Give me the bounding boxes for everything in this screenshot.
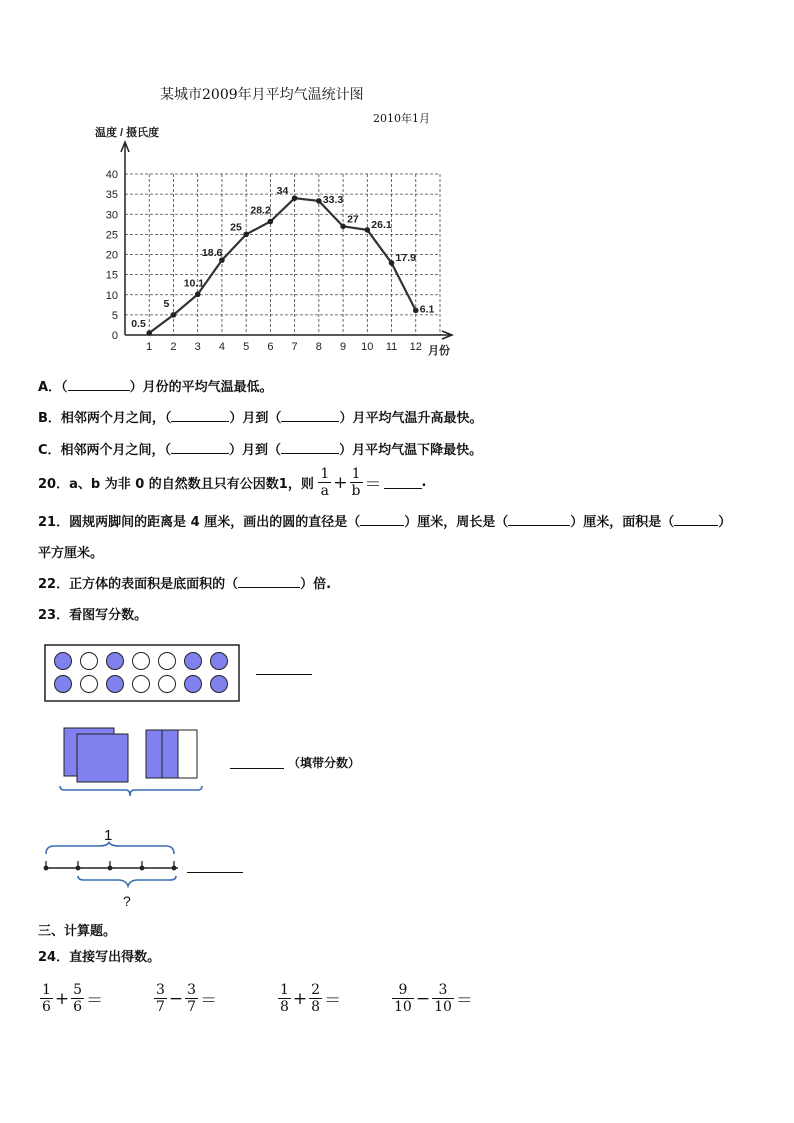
mixed-number-note: （填带分数） — [288, 756, 361, 770]
empty-circle — [159, 676, 176, 693]
question-a-text-end: ）月份的平均气温最低。 — [129, 380, 273, 395]
answer-blank[interactable] — [508, 513, 570, 526]
answer-blank[interactable] — [674, 513, 718, 526]
answer-line-number-line[interactable] — [187, 872, 243, 873]
data-label: 5 — [163, 297, 170, 310]
calc-expression — [392, 982, 475, 1015]
denominator: 8 — [280, 999, 289, 1015]
question-b — [38, 407, 482, 426]
numerator: 5 — [73, 982, 83, 998]
data-point — [243, 232, 249, 238]
equals-sign: ＝ — [324, 991, 342, 1011]
y-tick-label: 35 — [105, 189, 118, 202]
number-line-question-mark: ? — [123, 893, 131, 909]
data-label: 17.9 — [395, 251, 416, 264]
question-21: 21．圆规两脚间的距离是 4 厘米，画出的圆的直径是（ ）厘米，周长是（ ）厘米，面积是（ ） — [38, 515, 732, 530]
x-tick-label: 12 — [409, 341, 422, 353]
chart-title: 某城市2009年月平均气温统计图 — [160, 87, 364, 103]
question-c-text-end: ）月平均气温下降最快。 — [339, 443, 483, 458]
question-20-text: 20．a、b 为非 0 的自然数且只有公因数1，则 — [38, 477, 314, 492]
fraction — [309, 982, 322, 1015]
mixed-fraction-squares — [56, 724, 206, 800]
number-line-dot — [44, 866, 49, 871]
fraction — [71, 982, 84, 1015]
chart-grid — [125, 174, 440, 335]
x-tick-label: 2 — [170, 341, 177, 353]
question-b-text: B．相邻两个月之间，（ — [38, 411, 172, 426]
x-tick-label: 9 — [340, 341, 347, 353]
question-b-text-mid: ）月到（ — [229, 411, 282, 426]
y-tick-label: 20 — [105, 249, 118, 262]
denominator: 10 — [394, 999, 412, 1015]
y-tick-labels — [106, 169, 118, 342]
answer-blank[interactable] — [171, 409, 229, 422]
x-tick-label: 10 — [361, 341, 374, 353]
denominator: 6 — [73, 999, 83, 1015]
denominator: 7 — [187, 999, 197, 1015]
answer-line-dots[interactable] — [256, 674, 312, 675]
data-label: 10.1 — [183, 277, 205, 290]
denominator: 6 — [42, 999, 51, 1015]
y-tick-label: 25 — [105, 229, 118, 242]
number-line-dot — [140, 866, 145, 871]
data-label: 6.1 — [419, 303, 435, 316]
data-point — [413, 308, 419, 314]
fraction — [432, 982, 454, 1015]
equals-sign: ＝ — [455, 991, 473, 1011]
empty-circle — [133, 653, 150, 670]
fraction-1-over-b: $\frac{1}{b}$ — [351, 466, 361, 499]
x-tick-label: 8 — [315, 341, 322, 353]
data-point — [365, 227, 371, 233]
numerator: 3 — [156, 982, 165, 998]
fraction-1-over-a: $\frac{1}{a}$ — [320, 466, 330, 499]
y-tick-label: 0 — [111, 330, 118, 342]
number-line-figure — [38, 822, 188, 912]
answer-blank[interactable] — [171, 441, 229, 454]
fraction — [185, 982, 198, 1015]
filled-circle — [107, 676, 124, 693]
x-tick-label: 3 — [194, 341, 201, 353]
fraction — [278, 982, 291, 1015]
y-tick-label: 40 — [105, 169, 118, 181]
data-point — [171, 312, 177, 318]
x-tick-label: 7 — [291, 341, 298, 353]
data-label: 34 — [276, 185, 289, 198]
chart-date: 2010年1月 — [373, 112, 430, 125]
operator: + — [292, 988, 308, 1009]
denominator: 8 — [311, 999, 321, 1015]
equals-sign: ＝ — [200, 991, 218, 1011]
filled-circle — [185, 676, 202, 693]
data-label: 28.2 — [250, 204, 271, 217]
question-c-text-mid: ）月到（ — [229, 443, 282, 458]
empty-circle — [81, 653, 98, 670]
question-24: 24．直接写出得数。 — [38, 950, 161, 965]
calc-expression — [278, 982, 343, 1015]
data-point — [292, 195, 298, 201]
empty-circle — [81, 676, 98, 693]
dot-grid-figure — [44, 644, 240, 702]
data-label: 0.5 — [131, 317, 146, 330]
operator: − — [415, 988, 431, 1009]
y-tick-label: 5 — [111, 309, 118, 322]
fraction — [392, 982, 414, 1015]
section-3-title: 三、计算题。 — [38, 924, 117, 939]
data-point — [316, 198, 322, 204]
y-axis-label: 温度 / 摄氏度 — [95, 127, 160, 139]
filled-circle — [55, 653, 72, 670]
number-line-dot — [108, 866, 113, 871]
answer-blank[interactable] — [360, 513, 404, 526]
x-tick-label: 4 — [218, 341, 225, 353]
y-tick-label: 15 — [105, 269, 118, 282]
equals-sign: ＝ — [86, 991, 104, 1011]
x-tick-labels — [146, 341, 422, 353]
number-line-dot — [172, 866, 177, 871]
answer-blank[interactable] — [281, 409, 339, 422]
answer-blank[interactable] — [384, 476, 422, 489]
calc-expression — [40, 982, 105, 1015]
number-line-ticks — [44, 861, 177, 870]
operator: − — [168, 988, 184, 1009]
empty-circle — [159, 653, 176, 670]
data-label: 27 — [347, 213, 359, 226]
fraction — [40, 982, 53, 1015]
data-point — [146, 330, 152, 336]
x-tick-label: 11 — [385, 341, 398, 353]
data-labels — [131, 185, 434, 330]
operator: + — [54, 988, 70, 1009]
data-point — [195, 292, 201, 298]
question-22: 22．正方体的表面积是底面积的（ ）倍. — [38, 577, 332, 592]
calc-expression — [154, 982, 219, 1015]
x-axis-label: 月份 — [428, 345, 450, 357]
question-b-text-end: ）月平均气温升高最快。 — [339, 411, 483, 426]
temperature-line-chart — [80, 120, 460, 365]
numerator: 1 — [280, 982, 289, 998]
numerator: 3 — [432, 982, 454, 999]
numerator: 2 — [311, 982, 321, 998]
numerator: 3 — [187, 982, 197, 998]
filled-circle — [185, 653, 202, 670]
fraction — [154, 982, 167, 1015]
filled-circle — [107, 653, 124, 670]
question-a-text: A．（ — [38, 380, 68, 395]
number-line-top-label: 1 — [104, 827, 113, 844]
filled-circle — [211, 653, 228, 670]
data-label: 33.3 — [322, 193, 344, 206]
chart-axes — [121, 142, 452, 339]
question-c — [38, 439, 482, 458]
data-label: 26.1 — [371, 218, 392, 231]
denominator: 7 — [156, 999, 165, 1015]
data-label: 25 — [230, 221, 242, 234]
data-point — [268, 219, 274, 225]
question-a — [38, 376, 273, 395]
numerator: 1 — [42, 982, 51, 998]
data-point — [340, 224, 346, 230]
answer-blank[interactable] — [68, 378, 130, 391]
plus-sign: + — [333, 472, 348, 493]
answer-blank[interactable] — [238, 575, 300, 588]
question-c-text: C．相邻两个月之间，（ — [38, 443, 172, 458]
equals-sign: ＝ — [364, 475, 382, 495]
x-tick-label: 1 — [146, 341, 153, 353]
data-point — [389, 260, 395, 266]
question-20: 20．a、b 为非 0 的自然数且只有公因数1，则 $\frac{1}{a}$ + $\frac{1}{b}$ ＝ . — [38, 466, 427, 499]
answer-line-squares[interactable] — [230, 768, 284, 769]
denominator: 10 — [434, 999, 452, 1015]
filled-circle — [55, 676, 72, 693]
answer-blank[interactable] — [281, 441, 339, 454]
number-line-dot — [76, 866, 81, 871]
empty-circle — [133, 676, 150, 693]
filled-circle — [211, 676, 228, 693]
x-tick-label: 5 — [243, 341, 250, 353]
numerator: 9 — [392, 982, 414, 999]
question-23: 23．看图写分数。 — [38, 608, 148, 623]
data-label: 18.6 — [201, 247, 223, 260]
y-tick-label: 10 — [105, 289, 118, 302]
question-21-cont: 平方厘米。 — [38, 546, 104, 561]
x-tick-label: 6 — [267, 341, 274, 353]
y-tick-label: 30 — [105, 209, 118, 222]
